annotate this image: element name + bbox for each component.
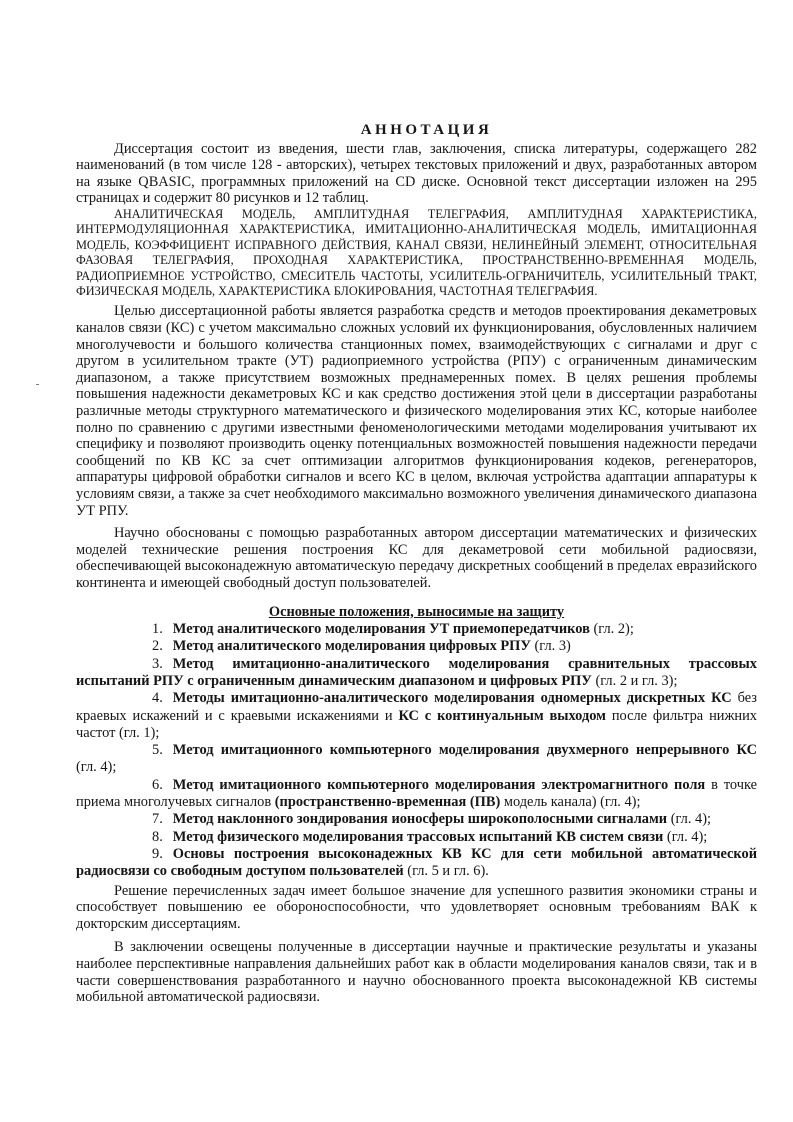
item-bold: Метод имитационного компьютерного моделирования электромагнитного поля	[172, 776, 706, 793]
item-number: 3.	[152, 655, 163, 672]
list-item	[76, 690, 757, 742]
list-item	[76, 777, 757, 812]
list-item	[76, 656, 757, 691]
list-item	[76, 638, 757, 655]
item-number: 5.	[152, 742, 163, 759]
conclusion-paragraph: В заключении освещены полученные в диссертации научные и практические результаты и указаны наиболее перспективные направления дальнейших работ как в области моделирования каналов связи, так и в части совершенствования разработанного и научно обоснованного проекта высоконадежной КВ системы мобильной автоматической радиосвязи.	[76, 939, 757, 1006]
item-number: 1.	[152, 621, 163, 638]
item-bold: Метод физического моделирования трассовых испытаний КВ систем связи	[172, 828, 664, 845]
item-rest: (гл. 3)	[530, 638, 571, 655]
item-number: 4.	[152, 690, 163, 707]
item-number: 7.	[152, 811, 163, 828]
significance-paragraph: Решение перечисленных задач имеет большое значение для успешного развития экономики страны и способствует повышению ее обороноспособности, что удовлетворяет основным требованиям ВАК к докторским диссертациям.	[76, 882, 757, 932]
list-item	[76, 829, 757, 846]
item-rest: (гл. 2 и гл. 3);	[591, 672, 678, 689]
item-bold: Метод имитационно-аналитического моделирования сравнительных трассовых испытаний РПУ с ограниченным динамическим диапазоном и цифровых РПУ	[76, 655, 757, 689]
intro-paragraph: Диссертация состоит из введения, шести глав, заключения, списка литературы, содержащего 282 наименований (в том числе 128 - авторских), четырех текстовых приложений и двух, разработанных автором на языке QBASIC, программных приложений на CD диске. Основной текст диссертации изложен на 295 страницах и содержит 80 рисунков и 12 таблиц.	[76, 140, 757, 207]
item-bold: Метод аналитического моделирования УТ приемопередатчиков	[172, 621, 590, 638]
list-item	[76, 846, 757, 881]
section-title: Основные положения, выносимые на защиту	[268, 603, 565, 620]
item-mid: без краевых искажений и с краевыми искажениями и	[76, 690, 757, 724]
item-mid: в точке приема многолучевых сигналов	[76, 776, 757, 811]
item-rest: после фильтра нижних частот (гл. 1);	[76, 707, 758, 741]
item-rest: модель канала) (гл. 4);	[500, 794, 641, 811]
keywords-paragraph: АНАЛИТИЧЕСКАЯ МОДЕЛЬ, АМПЛИТУДНАЯ ТЕЛЕГРАФИЯ, АМПЛИТУДНАЯ ХАРАКТЕРИСТИКА, ИНТЕРМОДУЛЯЦИОННАЯ ХАРАКТЕРИСТИКА, ИМИТАЦИОННО-АНАЛИТИЧЕСКАЯ МОДЕЛЬ, ИМИТАЦИОННАЯ МОДЕЛЬ, КОЭФФИЦИЕНТ ИСПРАВНОГО ДЕЙСТВИЯ, КАНАЛ СВЯЗИ, НЕЛИНЕЙНЫЙ ЭЛЕМЕНТ, ОТНОСИТЕЛЬНАЯ ФАЗОВАЯ ТЕЛЕГРАФИЯ, ПРОХОДНАЯ ХАРАКТЕРИСТИКА, ПРОСТРАНСТВЕННО-ВРЕМЕННАЯ МОДЕЛЬ, РАДИОПРИЕМНОЕ УСТРОЙСТВО, СМЕСИТЕЛЬ ЧАСТОТЫ, УСИЛИТЕЛЬ-ОГРАНИЧИТЕЛЬ, УСИЛИТЕЛЬНЫЙ ТРАКТ, ФИЗИЧЕСКАЯ МОДЕЛЬ, ХАРАКТЕРИСТИКА БЛОКИРОВАНИЯ, ЧАСТОТНАЯ ТЕЛЕГРАФИЯ.	[76, 206, 757, 298]
item-rest: (гл. 5 и гл. 6).	[403, 863, 489, 880]
page-title: АННОТАЦИЯ	[360, 122, 493, 138]
item-bold: Метод имитационного компьютерного моделирования двухмерного непрерывного КС	[172, 742, 757, 759]
item-bold: Основы построения высоконадежных КВ КС для сети мобильной автоматической радиосвязи со свободным доступом пользователей	[76, 845, 757, 880]
defense-points-list	[76, 621, 757, 880]
goal-paragraph: Целью диссертационной работы является разработка средств и методов проектирования декаметровых каналов связи (КС) с учетом максимально сложных условий их функционирования, обусловленных наличием многолучевости и большого количества станционных помех, взаимодействующих с сигналами и друг с другом в усилительном тракте (УТ) радиоприемного устройства (РПУ) с ограниченным динамическим диапазоном, а также присутствием возможных преднамеренных помех. В целях решения проблемы повышения надежности декаметровых КС и как средство достижения этой цели в диссертации разработаны различные методы структурного математического и физического моделирования этих КС, которые наиболее полно по сравнению с другими известными феноменологическими методами моделирования учитывают их специфику и позволяют производить оценку потенциальных возможностей повышения надежности передачи сообщений по КВ КС за счет оптимизации алгоритмов функционирования кодеков, регенераторов, аппаратуры цифровой обработки сигналов и всего КС в целом, включая устройства адаптации аппаратуры к условиям связи, а также за счет необходимого максимально возможного увеличения динамического диапазона УТ РПУ.	[76, 303, 757, 519]
justification-paragraph: Научно обоснованы с помощью разработанных автором диссертации математических и физических моделей технические решения построения КС для декаметровой сети мобильной радиосвязи, обеспечивающей высоконадежную автоматическую передачу дискретных сообщений в пределах евразийского континента и имеющей свободный доступ пользователей.	[76, 525, 757, 591]
item-bold: Метод аналитического моделирования цифровых РПУ	[172, 638, 531, 655]
item-number: 6.	[152, 776, 163, 793]
item-rest: (гл. 4);	[667, 811, 712, 828]
item-number: 2.	[152, 638, 163, 655]
item-bold: Методы имитационно-аналитического моделирования одномерных дискретных КС	[172, 690, 732, 707]
item-bold: Метод наклонного зондирования ионосферы широкополосными сигналами	[172, 811, 668, 828]
list-item	[76, 621, 757, 638]
item-rest: (гл. 2);	[589, 621, 634, 638]
item-rest: (гл. 4);	[76, 759, 117, 776]
item-rest: (гл. 4);	[663, 828, 708, 845]
item-number: 9.	[152, 845, 163, 862]
list-item	[76, 811, 757, 828]
margin-mark	[36, 384, 39, 385]
list-item	[76, 742, 757, 777]
item-bold2: КС с континуальным выходом	[398, 707, 606, 724]
item-bold2: (пространственно-временная (ПВ)	[274, 794, 501, 811]
item-number: 8.	[152, 828, 163, 845]
